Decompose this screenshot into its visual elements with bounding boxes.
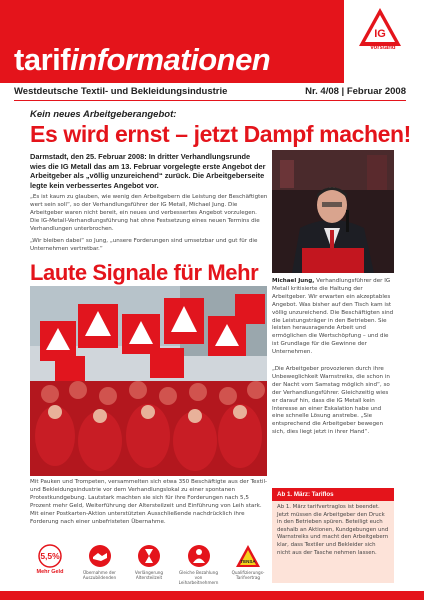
- divider: [14, 100, 406, 101]
- demand-icons-row: [30, 544, 268, 584]
- svg-text:IG: IG: [374, 28, 386, 40]
- body-paragraph-2: „Wir bleiben dabei“ so Jung, „unsere Forderungen sind umsetzbar und gut für die Unternehmen vertretbar.“: [30, 238, 258, 252]
- demonstration-photo: [30, 286, 267, 476]
- headline: Es wird ernst – jetzt Dampf machen!: [30, 121, 411, 147]
- industry-label: Westdeutsche Textil- und Bekleidungsindustrie: [14, 86, 228, 97]
- issue-bar: [14, 86, 406, 100]
- ig-metall-logo-icon: [358, 7, 402, 47]
- speaker-photo-image: [272, 150, 394, 273]
- kicker: Kein neues Arbeitgeberangebot:: [30, 109, 177, 120]
- footer-bar: [0, 591, 424, 600]
- issue-label: Nr. 4/08 | Februar 2008: [305, 86, 406, 97]
- handshake-icon: [88, 544, 112, 568]
- percent-coin-icon: [38, 544, 62, 568]
- caption-block: [272, 278, 394, 357]
- body-paragraph-3: Verhandlungsführer der IG Metall kritisierte die Haltung der Arbeitgeber. Wir erwarten ein akzeptables Angebot. Was bisher auf den Tisch kam ist völlig unzureichend. Die Beschäftigten sind die Leistungsträger in den Betrieben. Sie leisten herausragende Arbeit und ermöglichen die Wertschöpfung – und die ist Grundlage für die Gewinne der Unternehmen.: [272, 278, 394, 356]
- logo-caption: Vorstand: [370, 45, 396, 51]
- demand-caption: Qualifizierungs-Tarifvertrag: [231, 570, 265, 581]
- body-paragraph-4: „Die Arbeitgeber provozieren durch ihre Unbeweglichkeit Warnstreiks, die schon in der Nacht vom Samstag möglich sind“, so der Verhandlungsführer. Gleichzeitig wies er darauf hin, dass die IG Metall kein Interesse an einer Eskalation habe und eine schnelle Lösung anstrebe. „Sie entsprechend die Arbeitgeber bewegen sich, dies liegt jetzt in ihrer Hand“.: [272, 366, 390, 436]
- title-italic: informationen: [70, 42, 271, 77]
- title-regular: tarif: [14, 42, 71, 77]
- worker-icon: [187, 544, 211, 568]
- subheadline: Laute Signale für Mehr: [30, 260, 259, 285]
- masthead-banner: [0, 0, 424, 83]
- demand-item: [129, 544, 169, 584]
- body-paragraph-1: „Es ist kaum zu glauben, wie wenig den Arbeitgebern die Leistung der Beschäftigten wert sein soll“, so der Verhandlungsführer der IG Metall, Michael Jung. Die Arbeitgeber waren nicht bereit, ein neues und verbessertes Angebot vorzulegen. Die IG-Metall-Verhandlungsführung hat ohne Festsetzung eines neuen Termins die Verhandlungen unterbrochen.: [30, 194, 268, 232]
- demand-badge: 5,5%: [40, 551, 60, 561]
- demand-caption: Mehr Geld: [36, 569, 64, 575]
- demand-item: [30, 544, 70, 584]
- body-paragraph-5: Mit Pauken und Trompeten, versammelten sich etwa 350 Beschäftigte aus der Textil- und Bekleidungsindustrie vor dem Verhandlungslokal zu einer spontanen Protestkundgebung. Lautstark machten sie sich für ihre Forderungen nach 5,5 Prozent mehr Geld, Weiterführung der Altersteilzeit und Einführung von Leih stark. Mit einer Postkarten-Aktion unterstützten Ausschließende nachdrücklich ihre Forderung nach einer unbefristeten Übernahme.: [30, 479, 268, 525]
- warning-sign-icon: [235, 544, 261, 568]
- demand-caption: Gleiche Bezahlung von Leiharbeitnehmern: [178, 570, 219, 586]
- lead-paragraph: Darmstadt, den 25. Februar 2008: In dritter Verhandlungsrunde wies die IG Metall das am 13. Februar vorgelegte erste Angebot der Arbeitgeber als „völlig unzureichend“ zurück. Die Arbeitgeberseite legte kein verbessertes Angebot vor.: [30, 152, 266, 190]
- demand-item: [80, 544, 120, 584]
- info-box: [272, 488, 394, 583]
- demand-item: [228, 544, 268, 584]
- publication-title: [14, 44, 270, 75]
- demand-item: [179, 544, 219, 584]
- demand-badge: TENSA: [240, 559, 256, 564]
- info-box-body: Ab 1. März tarifvertraglos ist beendet. Jetzt müssen die Arbeitgeber den Druck in den Betrieben spüren. Beteiligt euch deshalb an Aktionen, Kundgebungen und Warnstreiks und macht den Arbeitgebern klar, dass Textiler und Bekleider sich nicht aus der Tasche nehmen lassen.: [277, 504, 389, 556]
- demand-caption: Übernahme der Auszubildenden: [82, 570, 117, 581]
- info-box-title: Ab 1. März: Tariflos: [272, 488, 394, 501]
- demand-caption: Verlängerung Altersteilzeit: [134, 570, 164, 581]
- demonstration-photo-image: [30, 286, 267, 476]
- caption-name: Michael Jung,: [272, 278, 315, 284]
- ig-metall-logo-panel: [344, 0, 424, 83]
- hourglass-icon: [137, 544, 161, 568]
- speaker-photo: [272, 150, 394, 273]
